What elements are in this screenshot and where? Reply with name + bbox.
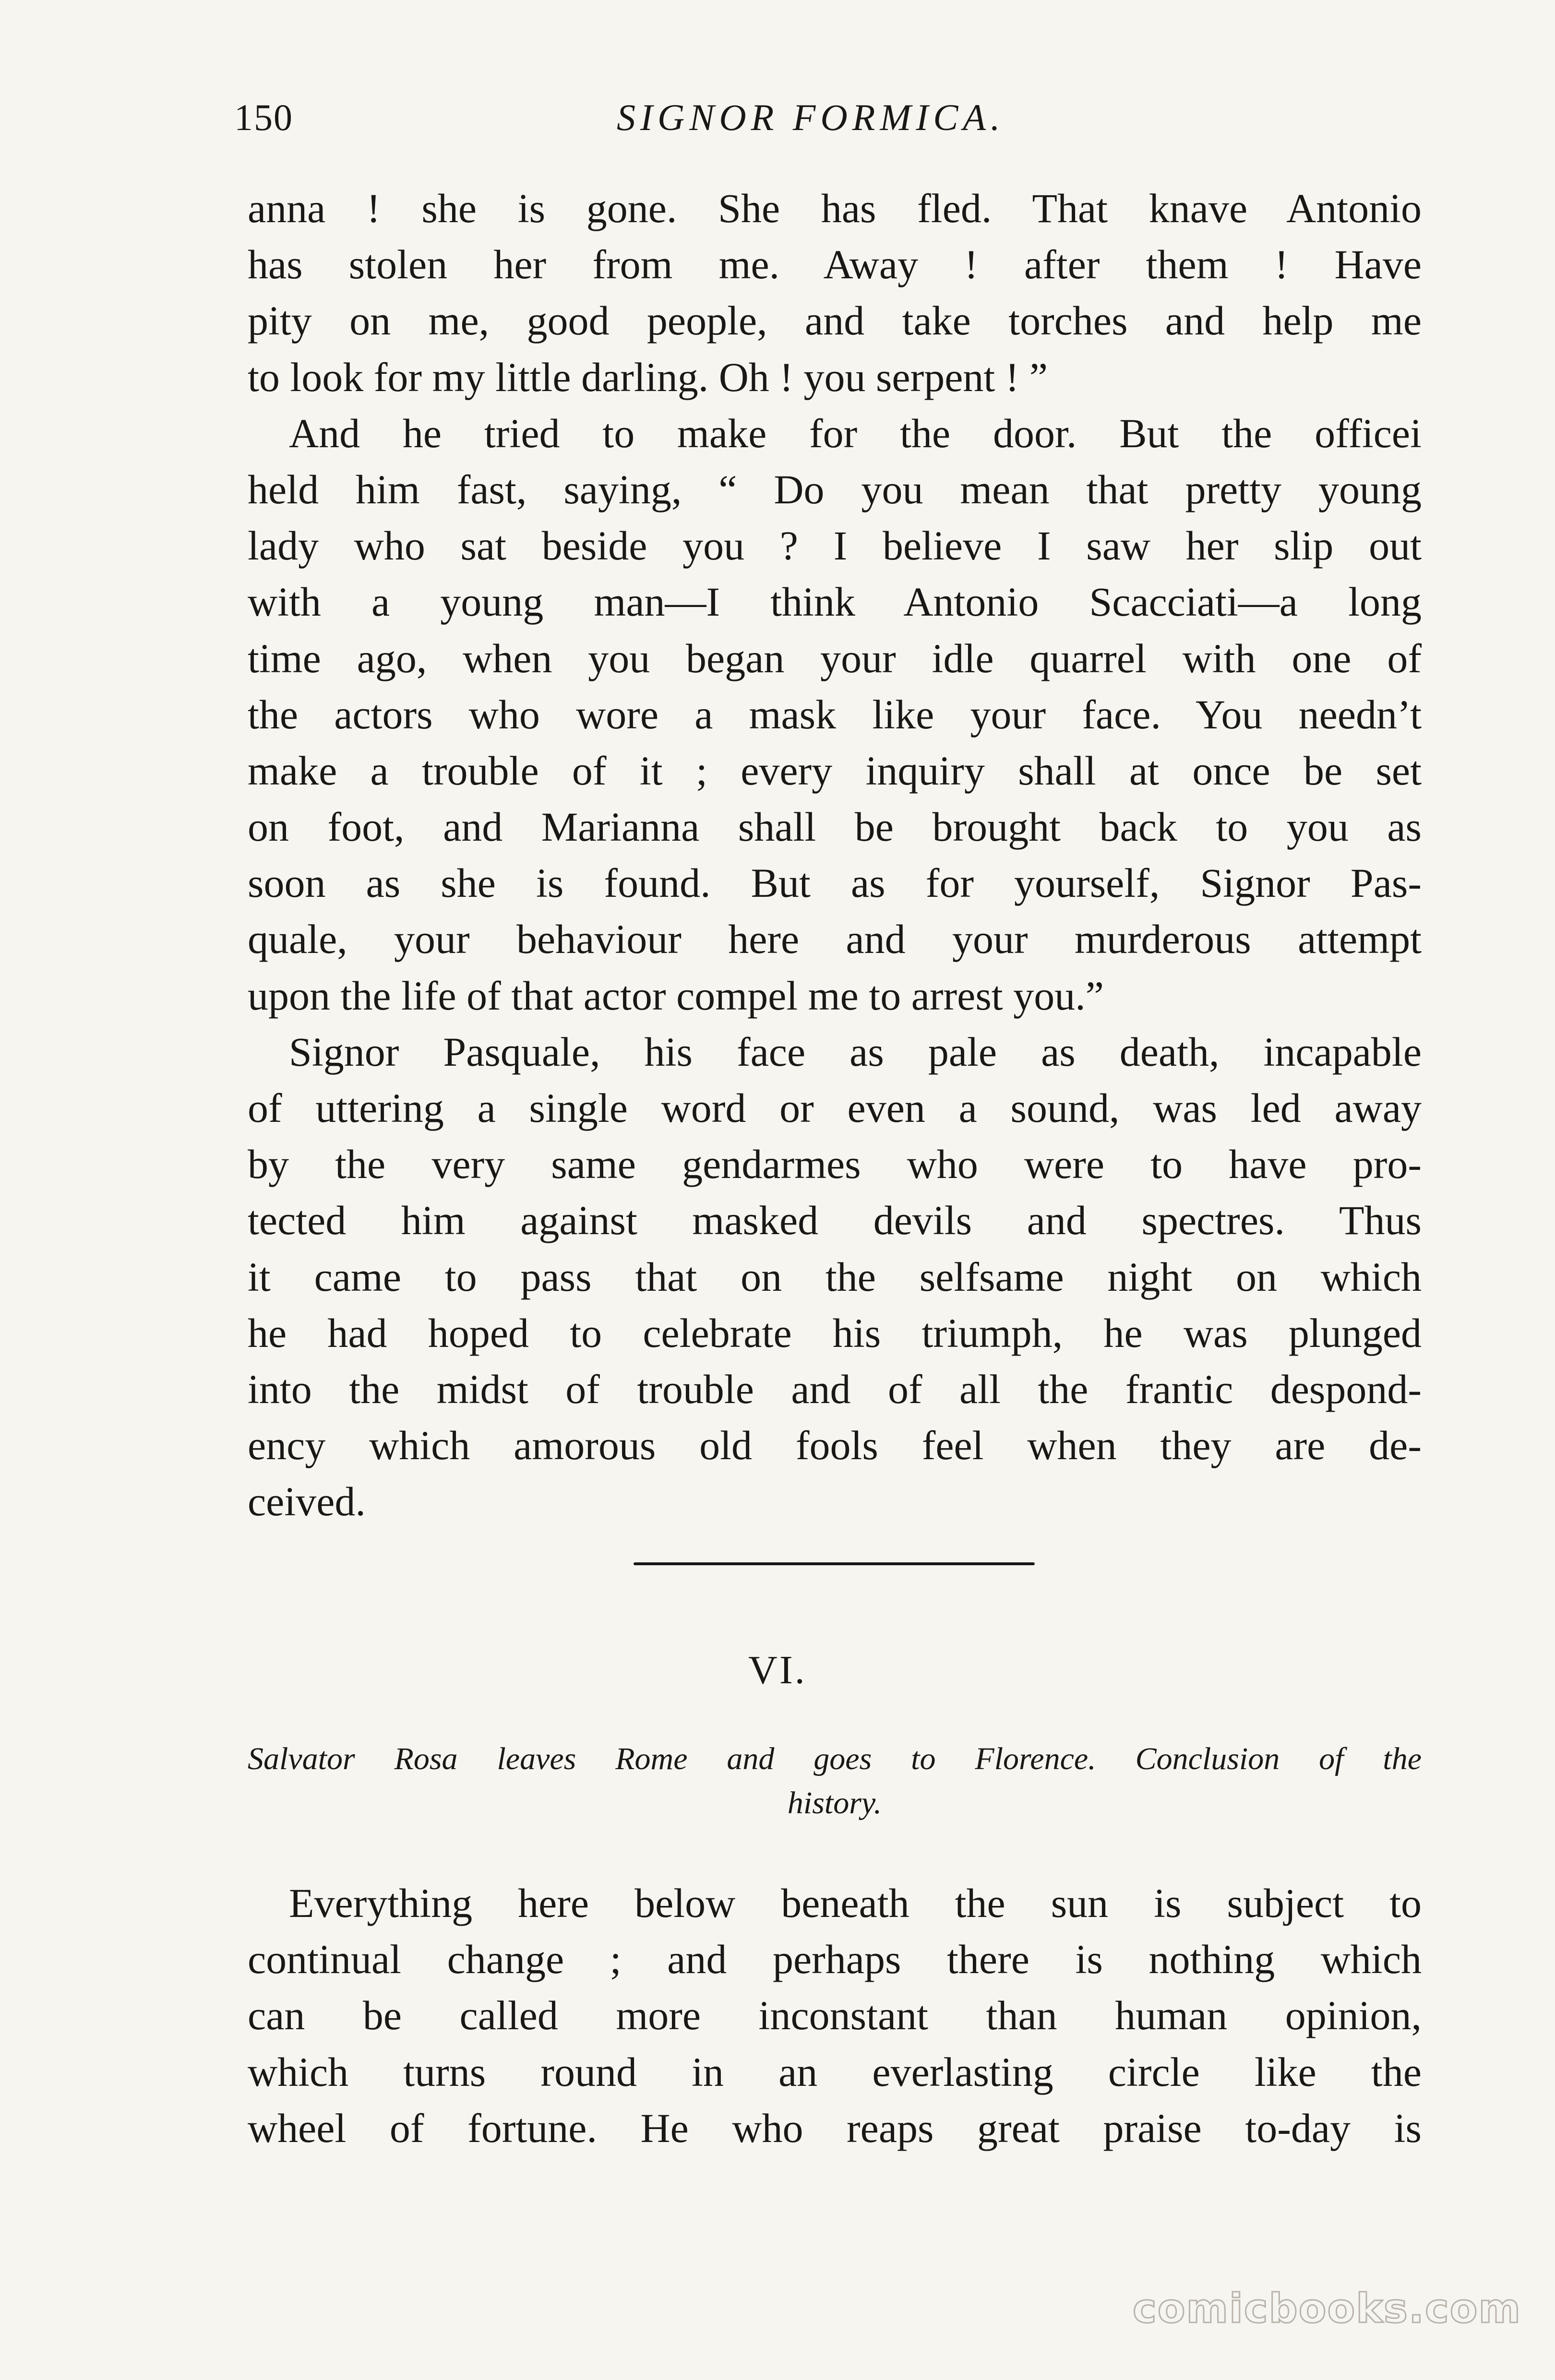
text-line: upon the life of that actor compel me to arrest you.”	[248, 972, 1104, 1019]
page-number: 150	[234, 96, 293, 138]
text-line: can be called more inconstant than human opinion,	[248, 1992, 1422, 2039]
text-line: Everything here below beneath the sun is subject to	[248, 1880, 1422, 1926]
text-line: And he tried to make for the door. But the officei	[248, 410, 1422, 456]
text-line: with a young man—I think Antonio Scacciati—a long	[248, 579, 1422, 625]
text-line: to look for my little darling. Oh ! you serpent ! ”	[248, 354, 1048, 400]
page-header	[0, 96, 1555, 154]
text-line: held him fast, saying, “ Do you mean that pretty young	[248, 466, 1422, 512]
text-line: by the very same gendarmes who were to have pro-	[248, 1141, 1422, 1188]
text-line: continual change ; and perhaps there is nothing which	[248, 1936, 1422, 1983]
text-line: he had hoped to celebrate his triumph, he was plunged	[248, 1309, 1422, 1356]
text-line: has stolen her from me. Away ! after them ! Have	[248, 241, 1422, 288]
section-heading: VI.	[748, 1648, 807, 1692]
text-line: into the midst of trouble and of all the frantic despond-	[248, 1366, 1422, 1412]
section-body-text	[248, 1875, 1422, 2156]
text-line: on foot, and Marianna shall be brought back to you as	[248, 804, 1422, 850]
text-line: anna ! she is gone. She has fled. That knave Antonio	[248, 185, 1422, 231]
summary-line: Salvator Rosa leaves Rome and goes to Florence. Conclusion of the	[248, 1741, 1422, 1776]
text-line: soon as she is found. But as for yourself, Signor Pas-	[248, 860, 1422, 906]
text-line: make a trouble of it ; every inquiry shall at once be set	[248, 747, 1422, 794]
text-line: time ago, when you began your idle quarrel with one of	[248, 635, 1422, 681]
text-line: ceived.	[248, 1478, 366, 1525]
text-line: Signor Pasquale, his face as pale as death, incapable	[248, 1028, 1422, 1075]
section-summary	[248, 1737, 1422, 1825]
text-line: tected him against masked devils and spectres. Thus	[248, 1197, 1422, 1244]
text-line: of uttering a single word or even a sound, was led away	[248, 1085, 1422, 1131]
section-divider	[634, 1562, 1035, 1565]
text-line: the actors who wore a mask like your face. You needn’t	[248, 691, 1422, 738]
text-line: quale, your behaviour here and your murderous attempt	[248, 916, 1422, 963]
text-line: pity on me, good people, and take torches and help me	[248, 298, 1422, 344]
watermark: comicbooks.com	[1133, 2285, 1521, 2332]
summary-line: history.	[787, 1785, 882, 1821]
text-line: it came to pass that on the selfsame night on which	[248, 1253, 1422, 1300]
text-line: wheel of fortune. He who reaps great praise to-day is	[248, 2105, 1422, 2151]
text-line: which turns round in an everlasting circle like the	[248, 2048, 1422, 2095]
text-line: ency which amorous old fools feel when they are de-	[248, 1422, 1422, 1469]
running-title: SIGNOR FORMICA.	[617, 96, 1005, 138]
body-text	[248, 180, 1422, 1530]
text-line: lady who sat beside you ? I believe I saw her slip out	[248, 523, 1422, 569]
